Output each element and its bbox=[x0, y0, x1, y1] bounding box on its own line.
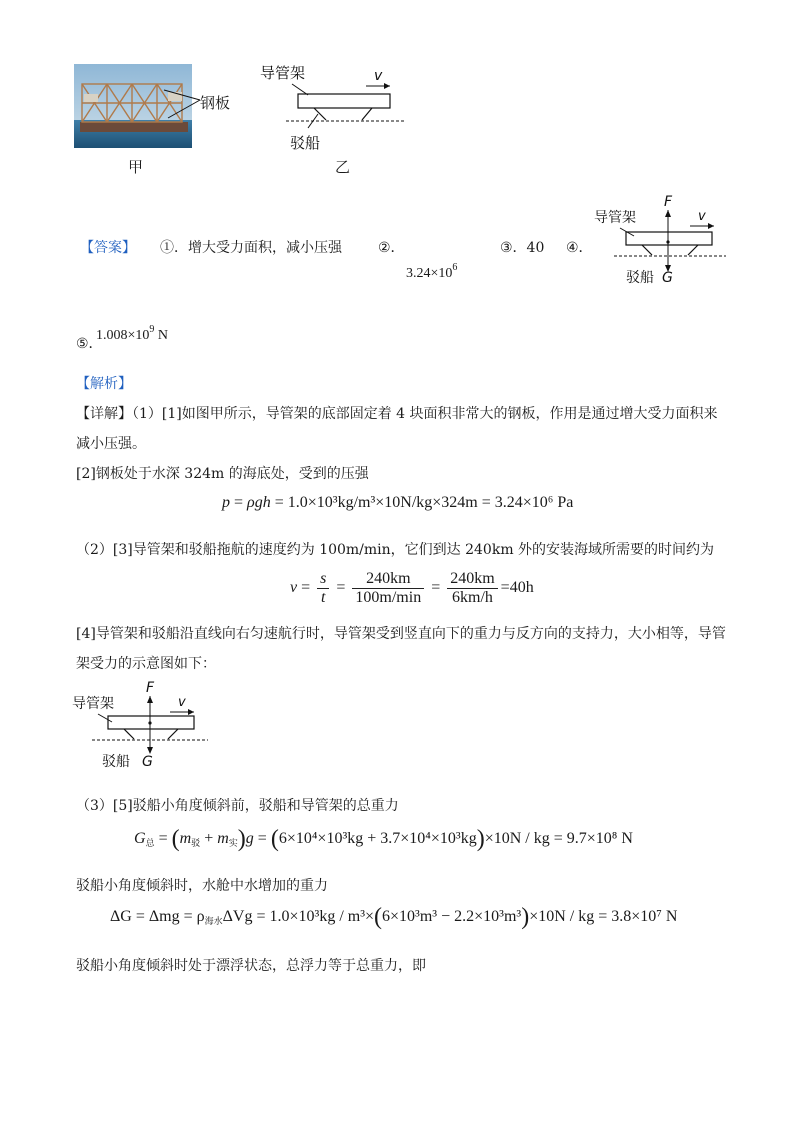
svg-text:驳船: 驳船 bbox=[626, 270, 654, 286]
diagram-yi bbox=[256, 62, 426, 162]
barge-label: 驳船 bbox=[290, 134, 321, 152]
detail-paragraph-2: [2]钢板处于水深 324m 的海底处，受到的压强 bbox=[76, 466, 369, 482]
steel-plate-label: 钢板 bbox=[200, 94, 231, 112]
jacket-label: 导管架 bbox=[260, 64, 306, 82]
answer-tag: 【答案】 bbox=[80, 240, 136, 256]
svg-text:驳船: 驳船 bbox=[102, 754, 130, 770]
answer-2-number: ②． bbox=[378, 240, 405, 256]
svg-text:G: G bbox=[662, 270, 673, 286]
velocity-label: v bbox=[374, 68, 383, 84]
svg-text:v: v bbox=[178, 695, 186, 710]
detail-paragraph-5: （3）[5]驳船小角度倾斜前，驳船和导管架的总重力 bbox=[76, 798, 399, 814]
detail-paragraph-4-cont: 架受力的示意图如下： bbox=[76, 656, 216, 672]
svg-text:v: v bbox=[698, 209, 706, 224]
svg-text:导管架: 导管架 bbox=[594, 210, 636, 226]
answer-force-diagram bbox=[590, 190, 740, 290]
svg-text:F: F bbox=[146, 680, 155, 696]
svg-text:导管架: 导管架 bbox=[72, 696, 114, 712]
equation-delta-gravity: $\Delta G = \Delta mg = \rho_{海水}\Delta Vg = 1.0\times 10^3kg / m^3\times(6\times 10^3m^3 - 2.2\times 10^3m^3)\times 10N$ / kg = 3.8×10⁷ N bbox=[110, 904, 678, 930]
analysis-force-diagram bbox=[68, 676, 218, 776]
answer-2-value: $3.24\times 10^6$ bbox=[406, 262, 458, 281]
jacket-rect bbox=[298, 94, 390, 108]
figure-jia-caption: 甲 bbox=[128, 158, 144, 176]
svg-text:G: G bbox=[142, 754, 153, 770]
detail-paragraph-3: （2）[3]导管架和驳船拖航的速度约为 100m/min，它们到达 240km 外的安装海域所需要的时间约为 bbox=[76, 542, 715, 558]
figure-yi-caption: 乙 bbox=[335, 158, 351, 176]
equation-total-gravity: $G_总 = (m_驳 + m_实)g = (6\times 10^4\times 10^3kg + 3.7\times 10^4\times 10^3kg)\times 10N$ / kg = 9.7×10⁸ N bbox=[134, 826, 633, 852]
answer-5-number: ⑤． bbox=[76, 336, 103, 352]
detail-paragraph-1-cont: 减小压强。 bbox=[76, 436, 146, 452]
detail-paragraph-7: 驳船小角度倾斜时处于漂浮状态，总浮力等于总重力，即 bbox=[76, 958, 426, 974]
equation-pressure: p = ρgh = 1.0×10³kg/m³×10N/kg×324m = 3.24×10⁶ Pa bbox=[222, 494, 574, 511]
analysis-tag: 【解析】 bbox=[76, 376, 132, 392]
equation-time: v = $\frac{s}{t}$ = $\frac{240km}{100m/\min}$ = $\frac{240km}{6km/h}$ =40h bbox=[290, 570, 534, 606]
svg-text:F: F bbox=[664, 194, 673, 210]
detail-paragraph-4: [4]导管架和驳船沿直线向右匀速航行时，导管架受到竖直向下的重力与反方向的支持力，大小相等，导管 bbox=[76, 626, 726, 642]
answer-4-number: ④． bbox=[566, 240, 593, 256]
answer-3: ③．40 bbox=[500, 240, 545, 256]
detail-paragraph-6: 驳船小角度倾斜时，水舱中水增加的重力 bbox=[76, 878, 328, 894]
answer-5-value: $1.008\times 10^9$ N bbox=[96, 324, 169, 343]
detail-paragraph-1: 【详解】（1）[1]如图甲所示，导管架的底部固定着 4 块面积非常大的钢板，作用是通过增大受力面积来 bbox=[76, 406, 718, 422]
answer-1: ①．增大受力面积，减小压强 bbox=[160, 240, 342, 256]
